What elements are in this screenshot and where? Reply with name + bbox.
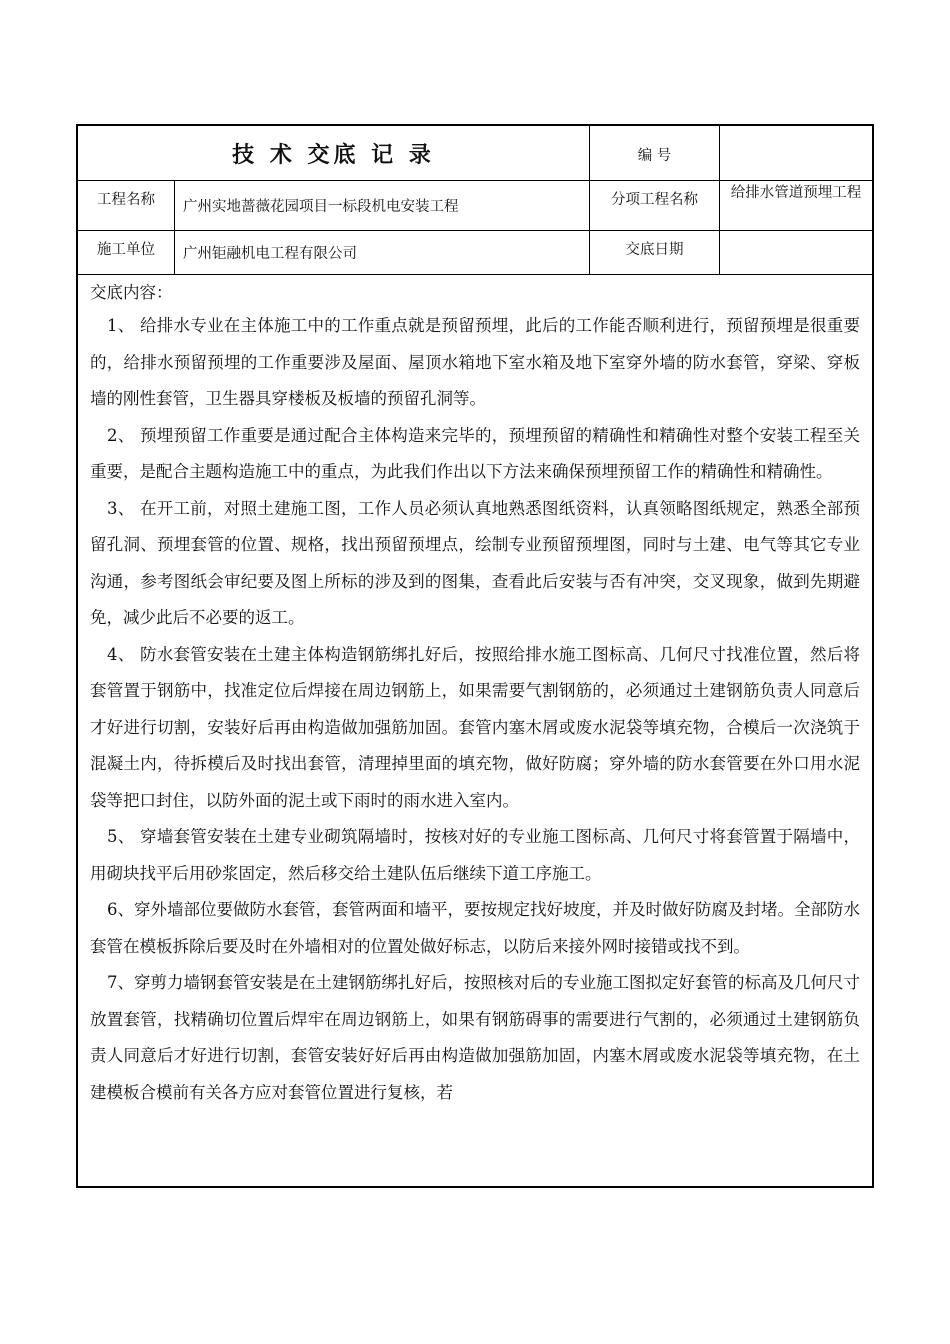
content-paragraph-4: 4、 防水套管安装在土建主体构造钢筋绑扎好后，按照给排水施工图标高、几何尺寸找准位置，然后将套管置于钢筋中，找准定位后焊接在周边钢筋上，如果需要气割钢筋的，必须通过土建钢筋负责人同意后才好进行切割，安装好后再由构造做加强筋加固。套管内塞木屑或废水泥袋等填充物，合模后一次浇筑于混凝土内，待拆模后及时找出套管，清理掉里面的填充物，做好防腐；穿外墙的防水套管要在外口用水泥袋等把口封住，以防外面的泥土或下雨时的雨水进入室内。 [90,644,860,810]
project-name-value: 广州实地蔷薇花园项目一标段机电安装工程 [175,180,590,230]
unit-row [78,230,872,275]
title-row [78,126,872,181]
subproject-value: 给排水管道预埋工程 [730,185,862,201]
project-name-label: 工程名称 [78,180,175,230]
content-paragraph-3: 3、 在开工前，对照土建施工图，工作人员必须认真地熟悉图纸资料，认真领略图纸规定，熟悉全部预留孔洞、预埋套管的位置、规格，找出预留预埋点，绘制专业预留预埋图，同时与土建、电气等其它专业沟通，参考图纸会审纪要及图上所标的涉及到的图集，查看此后安装与否有冲突，交叉现象，做到先期避免，减少此后不必要的返工。 [90,498,860,627]
content-label: 交底内容： [90,283,173,302]
project-row [78,180,872,231]
number-label: 编 号 [590,126,720,180]
content-paragraph-6: 6、穿外墙部位要做防水套管，套管两面和墙平，要按规定找好坡度，并及时做好防腐及封堵。全部防水套管在模板拆除后要及时在外墙相对的位置处做好标志，以防后来接外网时接错或找不到。 [90,900,860,956]
number-value [720,126,872,180]
construction-unit-label: 施工单位 [78,230,175,274]
disclosure-content [78,276,872,1186]
subproject-label: 分项工程名称 [590,180,720,230]
content-paragraph-2: 2、 预埋预留工作重要是通过配合主体构造来完毕的，预埋预留的精确性和精确性对整个安装工程至关重要，是配合主题构造施工中的重点，为此我们作出以下方法来确保预埋预留工作的精确性和精确性。 [90,425,860,481]
form-title: 技 术 交底 记 录 [78,126,590,180]
content-paragraph-5: 5、 穿墙套管安装在土建专业砌筑隔墙时，按核对好的专业施工图标高、几何尺寸将套管置于隔墙中，用砌块找平后用砂浆固定，然后移交给土建队伍后继续下道工序施工。 [90,827,860,883]
content-paragraph-7: 7、穿剪力墙钢套管安装是在土建钢筋绑扎好后，按照核对后的专业施工图拟定好套管的标高及几何尺寸放置套管，找精确切位置后焊牢在周边钢筋上，如果有钢筋碍事的需要进行气割的，必须通过土建钢筋负责人同意后才好进行切割，套管安装好好后再由构造做加强筋加固，内塞木屑或废水泥袋等填充物，在土建模板合模前有关各方应对套管位置进行复核，若 [90,973,860,1102]
disclosure-date-label: 交底日期 [590,230,720,274]
content-paragraph-1: 1、 给排水专业在主体施工中的工作重点就是预留预埋，此后的工作能否顺利进行，预留预埋是很重要的，给排水预留预埋的工作重要涉及屋面、屋顶水箱地下室水箱及地下室穿外墙的防水套管，穿梁、穿板墙的刚性套管，卫生器具穿楼板及板墙的预留孔洞等。 [90,316,860,408]
technical-disclosure-form [76,124,874,1188]
construction-unit-value: 广州钜融机电工程有限公司 [175,230,590,274]
disclosure-date-value [720,230,872,274]
